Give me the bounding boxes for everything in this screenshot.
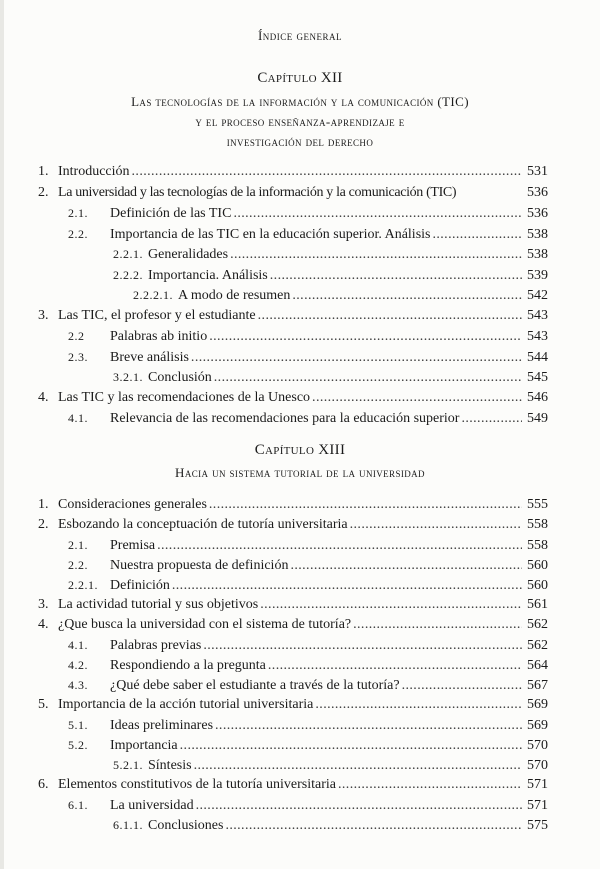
toc-entry-number: 3. [38,307,49,323]
toc-leader-dots [461,409,522,429]
toc-page-number: 569 [527,697,548,712]
toc-entry-number: 2.2.2. [113,267,143,282]
toc-entry-number: 4.1. [68,411,88,425]
toc-entry-title: Síntesis [148,758,192,773]
toc-entry-title: ¿Qué debe saber el estudiante a través de la tutoría? [110,678,400,693]
toc-entry-title: Generalidades [148,247,229,262]
toc-entry-title: Importancia de las TIC en la educación superior. Análisis [110,226,431,242]
toc-leader-dots [233,204,522,224]
toc-leader-dots [209,495,522,515]
toc-entry-title: Respondiendo a la pregunta [110,658,266,673]
toc-entry-number: 2. [38,517,49,532]
toc-page-number: 561 [527,597,548,612]
toc-entry-number: 6.1. [68,798,88,812]
toc-entry-number: 2.2.2.1. [133,288,173,302]
toc-entry [38,388,548,408]
toc-leader-dots [132,162,522,182]
toc-entry-title: Relevancia de las recomendaciones para la educación superior [110,411,460,426]
toc-leader-dots [157,536,522,556]
toc-entry-title: A modo de resumen [178,288,291,303]
toc-entry [68,347,548,367]
toc-entry-title: Importancia. Análisis [148,267,268,283]
toc-entry [68,675,548,695]
toc-entry-number: 2. [38,184,49,200]
toc-entry-number: 2.2.1. [113,247,143,261]
toc-leader-dots [260,595,522,615]
chapter-12-title-line: Las tecnologías de la información y la comunicación (TIC) [131,94,469,109]
toc-page-number: 558 [527,517,548,532]
toc-leader-dots [209,327,522,347]
chapter-12-label: Capítulo XII [257,70,343,86]
toc-leader-dots [338,775,522,795]
toc-entry-title: Definición [110,578,170,593]
toc-entry-title: ¿Que busca la universidad con el sistema de tutoría? [58,617,352,632]
toc-entry [38,695,548,715]
toc-leader-dots [230,245,522,265]
toc-page-number: 543 [527,307,548,323]
toc-entry [68,575,548,595]
toc-entry [38,615,548,635]
toc-leader-dots [215,716,522,736]
toc-page-number: 542 [527,288,548,303]
toc-entry [113,265,548,285]
toc-page-number: 560 [527,558,548,573]
toc-entry-title: Palabras ab initio [110,329,208,344]
toc-page-number: 562 [527,638,548,653]
toc-entry-number: 1. [38,164,49,179]
toc-leader-dots [350,515,522,535]
toc-leader-dots [191,348,522,368]
toc-page-number: 555 [527,497,548,512]
toc-leader-dots [432,225,522,245]
toc-entry-number: 2.3. [68,349,88,364]
toc-page-number: 570 [527,758,548,773]
toc-page-number: 575 [527,818,548,833]
toc-entry-title: Elementos constitutivos de la tutoría universitaria [58,777,336,792]
toc-entry-number: 2.2. [68,226,88,241]
toc-entry [113,815,548,835]
toc-page-number: 560 [527,578,548,593]
toc-page-number: 545 [527,370,548,385]
toc-entry-title: Definición de las TIC [110,206,232,221]
toc-entry-number: 2.2.1. [68,578,98,592]
toc-entry-number: 2.1. [68,538,88,552]
toc-page-number: 549 [527,411,548,426]
chapter-13-title-line: Hacia un sistema tutorial de la universidad [175,465,425,480]
toc-entry-number: 4.2. [68,658,88,672]
toc-entry [38,183,548,203]
chapter-13-label: Capítulo XIII [254,442,346,458]
toc-entry [68,408,548,428]
toc-entry-title: Introducción [58,164,130,179]
toc-leader-dots [196,796,522,816]
toc-entry [133,285,548,305]
toc-entry-title: Palabras previas [110,638,202,653]
chapter-12-title-line: investigación del derecho [226,134,374,149]
toc-entry-title: Las TIC y las recomendaciones de la Unesco [58,389,311,405]
toc-entry [113,367,548,387]
toc-page-number: 567 [527,678,548,693]
toc-page-number: 539 [527,267,548,283]
toc-leader-dots [225,816,522,836]
toc-page-number: 571 [527,777,548,792]
toc-entry-title: Importancia de la acción tutorial universitaria [58,697,314,712]
toc-entry [68,795,548,815]
toc-entry [68,535,548,555]
toc-entry [38,775,548,795]
toc-entry-number: 2.2 [68,329,85,343]
toc-entry-number: 4.3. [68,678,88,692]
toc-leader-dots [353,615,522,635]
toc-entry [38,595,548,615]
toc-entry-title: Las TIC, el profesor y el estudiante [58,307,256,323]
toc-page-number: 536 [527,184,548,200]
toc-page-number: 564 [527,658,548,673]
toc-entry-title: Conclusiones [148,818,224,833]
chapter-13-title [40,463,560,483]
toc-entry-number: 6.1.1. [113,818,143,832]
toc-entry [38,495,548,515]
toc-page-number: 546 [527,389,548,405]
toc-page-number: 571 [527,798,548,813]
toc-entry [68,555,548,575]
toc-entry-title: Nuestra propuesta de definición [110,558,289,573]
toc-leader-dots [290,556,522,576]
toc-page-number: 562 [527,617,548,632]
toc-entry-number: 5.2. [68,738,88,752]
running-head: Índice general [257,28,343,43]
toc-page-number: 538 [527,247,548,262]
toc-leader-dots [194,756,522,776]
toc-entry [68,326,548,346]
toc-entry [68,203,548,223]
toc-entry-number: 5.1. [68,718,88,732]
toc-entry-title: Consideraciones generales [58,497,207,512]
toc-page-number: 536 [527,206,548,221]
toc-entry-title: La universidad y las tecnologías de la información y la comunicación (TIC) [58,184,457,200]
toc-entry-number: 6. [38,777,49,792]
toc-entry-title: Esbozando la conceptuación de tutoría universitaria [58,517,348,532]
toc-entry-title: Ideas preliminares [110,718,214,733]
toc-entry [68,635,548,655]
toc-page-number: 531 [527,164,548,179]
chapter-12-title-line: y el proceso enseñanza-aprendizaje e [195,114,405,129]
toc-entry-number: 3.2.1. [113,370,143,384]
toc-leader-dots [292,286,522,306]
toc-entry [38,515,548,535]
toc-leader-dots [312,388,522,408]
toc-leader-dots [268,656,522,676]
chapter-12-title [40,92,560,152]
toc-leader-dots [203,636,522,656]
page-edge [0,0,4,869]
toc-leader-dots [270,266,522,286]
toc-entry-title: La actividad tutorial y sus objetivos [58,597,259,612]
toc-entry-number: 2.1. [68,206,88,220]
toc-entry [68,735,548,755]
toc-entry-number: 4.1. [68,638,88,652]
toc-page-number: 538 [527,226,548,242]
toc-entry-title: La universidad [110,798,194,813]
toc-entry-title: Conclusión [148,370,212,385]
toc-entry-number: 1. [38,497,49,512]
toc-entry [113,244,548,264]
toc-page-number: 569 [527,718,548,733]
toc-entry-number: 4. [38,617,49,632]
toc-leader-dots [402,676,522,696]
toc-entry [113,755,548,775]
toc-entry-number: 2.2. [68,558,88,572]
toc-entry-title: Premisa [110,538,156,553]
toc-entry-number: 4. [38,389,49,405]
toc-entry-number: 5. [38,697,49,712]
toc-leader-dots [315,695,522,715]
toc-leader-dots [180,736,522,756]
toc-leader-dots [214,368,522,388]
toc-entry-number: 3. [38,597,49,612]
toc-page-number: 543 [527,329,548,344]
toc-entry [38,306,548,326]
toc-entry-title: Importancia [110,738,178,753]
toc-page-number: 558 [527,538,548,553]
toc-entry [68,224,548,244]
toc-leader-dots [258,306,522,326]
toc-leader-dots [172,576,522,596]
toc-entry-number: 5.2.1. [113,758,143,772]
toc-page-number: 544 [527,349,548,365]
toc-entry-title: Breve análisis [110,349,189,365]
toc-entry [68,655,548,675]
toc-page-number: 570 [527,738,548,753]
toc-entry [38,162,548,182]
toc-entry [68,715,548,735]
